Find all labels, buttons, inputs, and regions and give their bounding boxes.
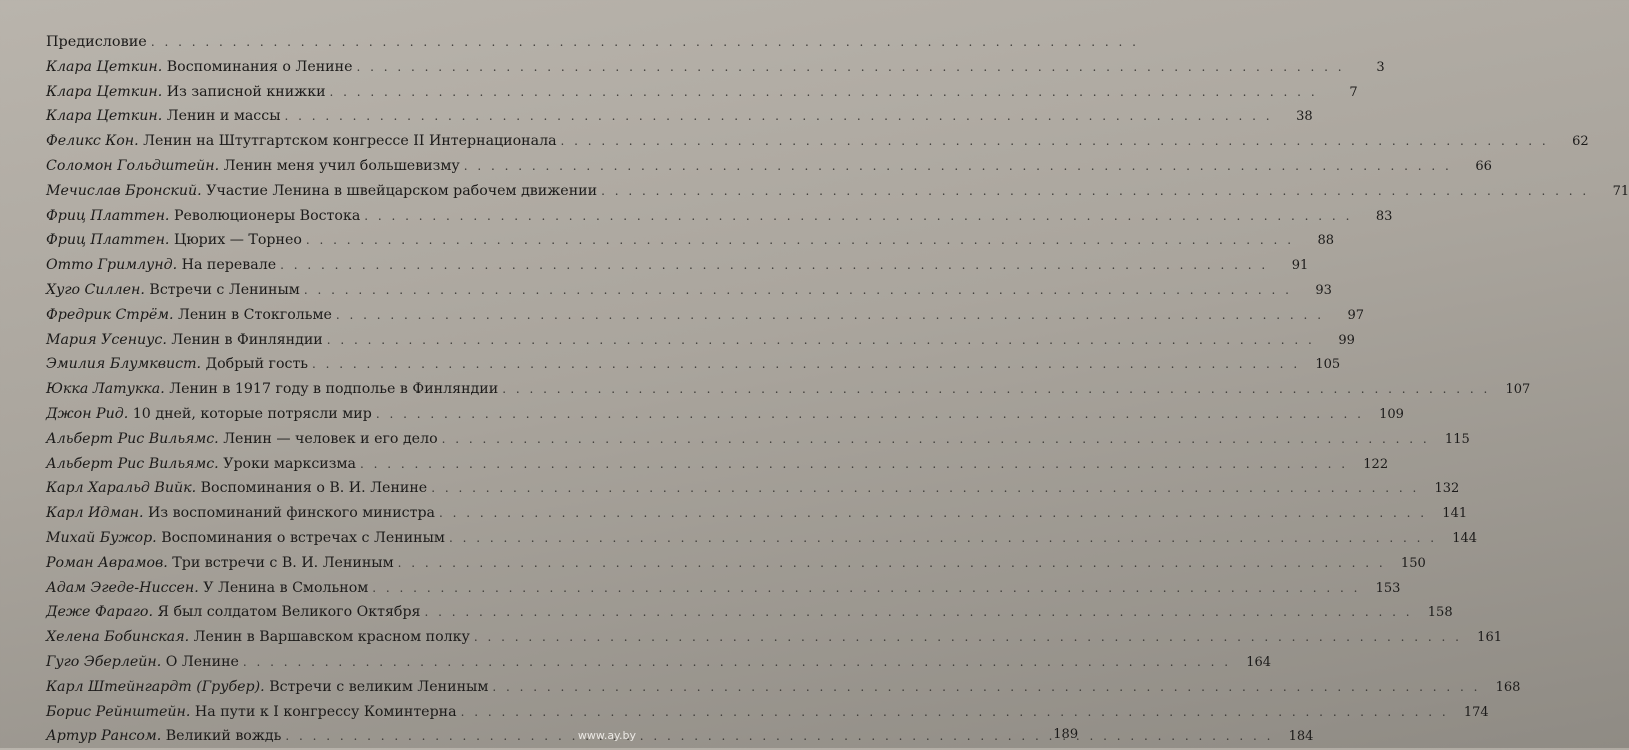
dot-leader xyxy=(376,402,1364,427)
toc-entry-title: Цюрих — Торнео xyxy=(173,232,302,249)
toc-entry-page-number: 99 xyxy=(1338,332,1355,348)
toc-entry xyxy=(46,675,1521,700)
toc-entry-page-number: 158 xyxy=(1427,605,1453,621)
toc-entry-author: Феликс Кон. xyxy=(46,133,139,150)
toc-entry-author: Джон Рид. xyxy=(46,405,129,422)
toc-entry-author: Мария Усениус. xyxy=(46,331,167,348)
toc-entry-text xyxy=(46,253,276,278)
toc-entry xyxy=(46,576,1401,601)
toc-entry-text xyxy=(46,129,557,154)
toc-entry xyxy=(46,352,1341,377)
toc-entry-page-number: 164 xyxy=(1246,654,1272,670)
toc-entry-page-number: 107 xyxy=(1505,382,1531,398)
toc-entry xyxy=(46,80,1358,105)
toc-entry-title: Участие Ленина в швейцарском рабочем движении xyxy=(206,182,598,199)
toc-entry-title: Ленин в 1917 году в подполье в Финляндии xyxy=(169,381,499,398)
toc-entry-title: Ленин — человек и его дело xyxy=(223,430,438,447)
dot-leader xyxy=(304,278,1292,303)
toc-entry-title: Встречи с великим Лениным xyxy=(269,678,489,695)
toc-entry-text xyxy=(46,700,457,725)
dot-leader xyxy=(151,30,1139,55)
toc-entry xyxy=(46,625,1502,650)
toc-entry-page-number: 144 xyxy=(1452,530,1478,546)
toc-entry-text xyxy=(46,576,368,601)
dot-leader xyxy=(449,526,1437,551)
toc-entry xyxy=(46,303,1365,328)
toc-entry-text xyxy=(46,303,332,328)
toc-entry xyxy=(46,253,1309,278)
toc-entry-title: Воспоминания о встречах с Лениным xyxy=(161,529,445,546)
toc-entry xyxy=(46,179,1629,204)
toc-entry-author: Адам Эгеде-Ниссен. xyxy=(46,579,199,596)
toc-entry-text xyxy=(46,55,352,80)
toc-entry-author: Клара Цеткин. xyxy=(46,108,163,125)
toc-entry-page-number: 161 xyxy=(1477,630,1502,646)
dot-leader xyxy=(356,55,1344,80)
dot-leader xyxy=(327,328,1315,353)
toc-entry-page-number: 184 xyxy=(1288,729,1314,745)
toc-entry-title: У Ленина в Смольном xyxy=(203,579,369,596)
toc-entry-author: Хуго Силлен. xyxy=(46,281,145,298)
dot-leader xyxy=(474,625,1462,650)
dot-leader xyxy=(502,377,1490,402)
dot-leader xyxy=(431,476,1419,501)
toc-entry-author: Борис Рейнштейн. xyxy=(46,703,191,720)
preface-title: Предисловие xyxy=(46,34,147,50)
table-of-contents xyxy=(46,30,1629,749)
toc-entry-author: Клара Цеткин. xyxy=(46,83,163,100)
toc-entry-text xyxy=(46,675,488,700)
toc-entry-title: Ленин на Штутгартском конгрессе II Интернационала xyxy=(143,133,557,150)
toc-entry-page-number: 88 xyxy=(1317,233,1335,249)
toc-entry-title: Из воспоминаний финского министра xyxy=(148,505,436,522)
toc-entry xyxy=(46,501,1468,526)
toc-entry-title: Я был солдатом Великого Октября xyxy=(157,604,421,621)
toc-entry-page-number: 62 xyxy=(1572,134,1589,150)
toc-entry-title: 10 дней, которые потрясли мир xyxy=(132,405,372,422)
toc-entry-author: Артур Рансом. xyxy=(46,728,162,745)
toc-entry xyxy=(46,402,1404,427)
toc-entry xyxy=(46,526,1478,551)
toc-entry-page-number: 153 xyxy=(1375,580,1401,596)
toc-entry-title: Ленин в Стокгольме xyxy=(178,306,332,323)
toc-entry-text xyxy=(46,600,421,625)
toc-entry-author: Отто Гримлунд. xyxy=(46,257,178,274)
toc-entry-text xyxy=(46,476,427,501)
toc-entry-text xyxy=(46,551,394,576)
toc-entry xyxy=(46,129,1589,154)
toc-entry-page-number: 83 xyxy=(1375,208,1393,224)
toc-entry-title: На пути к I конгрессу Коминтерна xyxy=(194,703,457,720)
dot-leader xyxy=(561,129,1549,154)
toc-entry-page-number: 7 xyxy=(1349,84,1358,100)
toc-entry-title: Ленин в Финляндии xyxy=(171,331,323,348)
toc-trailing-page-row xyxy=(46,722,1079,747)
toc-entry xyxy=(46,427,1470,452)
toc-entry-page-number: 105 xyxy=(1315,357,1341,373)
toc-entry-text xyxy=(46,80,326,105)
dot-leader xyxy=(425,600,1413,625)
toc-entry-author: Фриц Платтен. xyxy=(46,207,170,224)
toc-entry xyxy=(46,700,1489,725)
dot-leader xyxy=(360,452,1348,477)
toc-entry-page-number: 174 xyxy=(1463,704,1489,720)
toc-entry xyxy=(46,476,1460,501)
toc-entry xyxy=(46,328,1355,353)
toc-entry-title: О Ленине xyxy=(165,653,239,670)
toc-entry-author: Михай Бужор. xyxy=(46,529,157,546)
toc-entry-author: Юкка Латукка. xyxy=(46,381,165,398)
toc-entry-author: Эмилия Блумквист. xyxy=(46,356,202,373)
toc-entry xyxy=(46,650,1272,675)
toc-entry xyxy=(46,104,1313,129)
dot-leader xyxy=(243,650,1231,675)
toc-entry-author: Роман Аврамов. xyxy=(46,554,168,571)
toc-entry-text xyxy=(46,352,308,377)
toc-entry-page-number: 66 xyxy=(1475,158,1492,174)
toc-entry-text xyxy=(46,104,281,129)
toc-entry-text xyxy=(46,526,445,551)
toc-entry-author: Карл Идман. xyxy=(46,505,144,522)
toc-entry-text xyxy=(46,328,323,353)
toc-entry-title: На перевале xyxy=(181,257,277,274)
toc-entry-text xyxy=(46,179,597,204)
dot-leader xyxy=(330,80,1318,105)
toc-entry-author: Фриц Платтен. xyxy=(46,232,170,249)
toc-entry-author: Мечислав Бронский. xyxy=(46,182,202,199)
toc-entry-title: Из записной книжки xyxy=(166,83,326,100)
toc-entry xyxy=(46,55,1385,80)
toc-entry-author: Хелена Бобинская. xyxy=(46,629,190,646)
toc-entry-author: Клара Цеткин. xyxy=(46,58,163,75)
dot-leader xyxy=(285,104,1273,129)
toc-entry-text xyxy=(46,204,360,229)
toc-entry-text xyxy=(46,402,372,427)
toc-entry-title: Революционеры Востока xyxy=(173,207,361,224)
toc-entry-title: Ленин и массы xyxy=(166,108,281,125)
toc-entry-author: Фредрик Стрём. xyxy=(46,306,174,323)
toc-entry-text xyxy=(46,278,300,303)
toc-entry-title: Ленин в Варшавском красном полку xyxy=(193,629,470,646)
toc-entry-page-number: 132 xyxy=(1434,481,1460,497)
dot-leader xyxy=(439,501,1427,526)
toc-entry-page-number: 71 xyxy=(1612,183,1629,199)
toc-entry-page-number: 97 xyxy=(1347,307,1365,323)
toc-entry-page-number: 93 xyxy=(1315,282,1332,298)
toc-entry xyxy=(46,154,1492,179)
toc-entry-author: Гуго Эберлейн. xyxy=(46,653,162,670)
toc-entry-text xyxy=(46,427,438,452)
toc-entry xyxy=(46,228,1335,253)
toc-entry-text xyxy=(46,625,470,650)
toc-entry-title: Ленин меня учил большевизму xyxy=(223,157,460,174)
toc-entry-title: Три встречи с В. И. Лениным xyxy=(172,554,394,571)
toc-entry-title: Уроки марксизма xyxy=(223,455,356,472)
toc-entry-author: Альберт Рис Вильямс. xyxy=(46,430,219,447)
toc-entry-author: Альберт Рис Вильямс. xyxy=(46,455,219,472)
toc-entry-page-number: 115 xyxy=(1444,431,1470,447)
toc-entry-title: Воспоминания о Ленине xyxy=(166,58,353,75)
toc-entry-page-number: 91 xyxy=(1291,258,1309,274)
dot-leader xyxy=(601,179,1589,204)
toc-entry-text xyxy=(46,501,435,526)
toc-entry-page-number: 109 xyxy=(1379,406,1404,422)
dot-leader xyxy=(461,700,1449,725)
dot-leader xyxy=(306,228,1294,253)
toc-entry-page-number: 168 xyxy=(1495,679,1521,695)
toc-entry-page-number: 122 xyxy=(1363,456,1389,472)
toc-entry-text xyxy=(46,452,356,477)
toc-entry-author: Карл Штейнгардт (Грубер). xyxy=(46,678,265,695)
toc-entry-title: Добрый гость xyxy=(205,356,309,373)
toc-entry-author: Соломон Гольдштейн. xyxy=(46,157,220,174)
dot-leader xyxy=(372,576,1360,601)
dot-leader xyxy=(464,154,1452,179)
dot-leader xyxy=(442,427,1430,452)
toc-entry-author: Деже Фараго. xyxy=(46,604,153,621)
toc-entry-title: Встречи с Лениным xyxy=(149,281,300,298)
toc-entry-page-number: 3 xyxy=(1376,59,1385,75)
toc-entry-page-number: 38 xyxy=(1296,109,1313,125)
toc-entry xyxy=(46,204,1393,229)
toc-entry-preface xyxy=(46,30,626,55)
toc-entry-text xyxy=(46,154,460,179)
toc-entry-title: Воспоминания о В. И. Ленине xyxy=(200,480,428,497)
toc-entry-text xyxy=(46,377,498,402)
toc-entry-text xyxy=(46,228,302,253)
trailing-page-number: 189 xyxy=(1053,727,1079,743)
toc-entry-page-number: 141 xyxy=(1442,506,1468,522)
dot-leader xyxy=(312,352,1300,377)
toc-entry xyxy=(46,551,1426,576)
toc-entry-title: Великий вождь xyxy=(165,728,282,745)
dot-leader xyxy=(492,675,1480,700)
toc-entry xyxy=(46,278,1332,303)
dot-leader xyxy=(336,303,1324,328)
dot-leader xyxy=(364,204,1352,229)
dot-leader xyxy=(280,253,1268,278)
dot-leader xyxy=(398,551,1386,576)
watermark: www.ay.by xyxy=(577,729,636,742)
toc-entry xyxy=(46,452,1389,477)
toc-entry-text xyxy=(46,650,239,675)
toc-entry xyxy=(46,377,1531,402)
toc-entry xyxy=(46,600,1453,625)
toc-entry-page-number: 150 xyxy=(1400,555,1426,571)
toc-entry-author: Карл Харальд Вийк. xyxy=(46,480,197,497)
